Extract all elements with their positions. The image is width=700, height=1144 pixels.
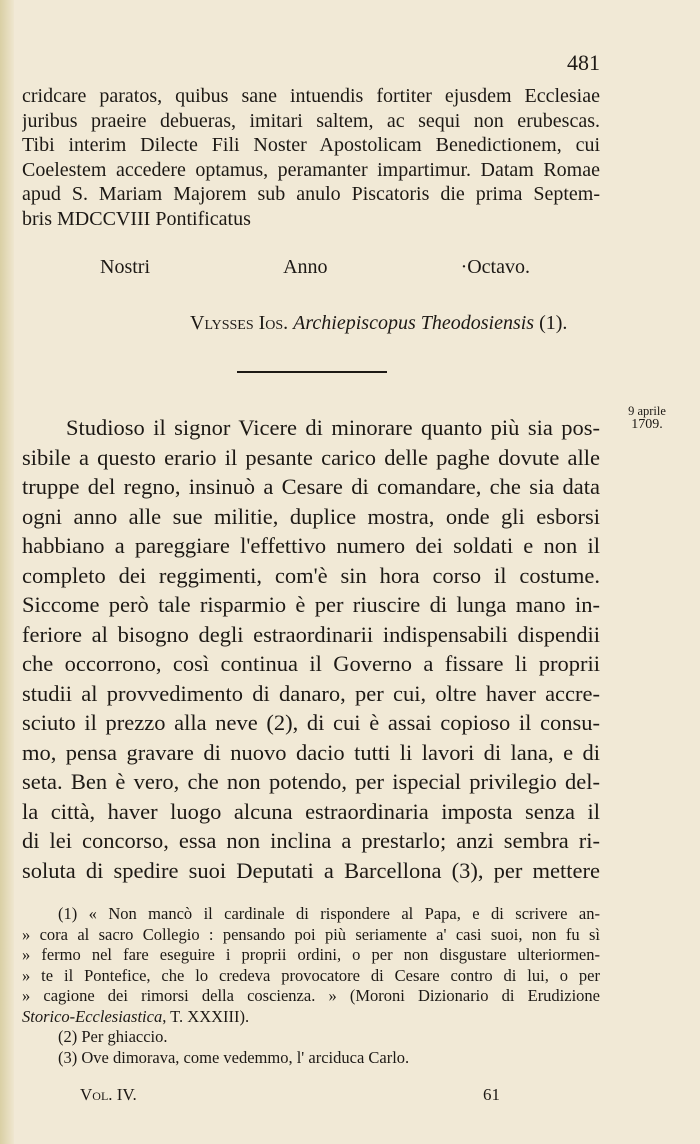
footnote-line: (1) « Non mancò il cardinale di rispondere al Papa, e di scrivere an- xyxy=(58,904,600,923)
signatory-title: Archiepiscopus Theodosiensis xyxy=(293,312,535,334)
text-line: seta. Ben è vero, che non potendo, per ispecial privilegio del- xyxy=(22,769,600,794)
signature-mark: 61 xyxy=(483,1085,500,1104)
footnote-line: » cora al sacro Collegio : pensando poi più seriamente a' casi suoi, non fu sì xyxy=(22,924,600,944)
footnote-line: » cagione dei rimorsi della coscienza. » (Moroni Dizionario di Erudizione xyxy=(22,986,600,1005)
section-divider xyxy=(237,371,387,373)
text-line: la città, haver luogo alcuna estraordinaria imposta senza il xyxy=(22,798,600,824)
text-line: studii al provvedimento di danaro, per cui, oltre haver accre- xyxy=(22,680,600,706)
footnotes xyxy=(22,904,600,1068)
text-line: Coelestem accedere optamus, peramanter impartimur. Datam Romae xyxy=(22,158,600,181)
text-line: che occorrono, così continua il Governo a fissare li proprii xyxy=(22,651,600,676)
footnote-source-title: Storico-Ecclesiastica xyxy=(22,1006,163,1026)
footnote-line xyxy=(22,1007,600,1028)
pontificate-year-row xyxy=(100,256,530,279)
page-edge xyxy=(0,0,14,1144)
text-line: habbiano a pareggiare l'effettivo numero dei soldati e non il xyxy=(22,533,600,558)
text-line: sibile a questo erario il pesante carico delle paghe dovute alle xyxy=(22,444,600,470)
text-line: feriore al bisogno degli estraordinarii indispensabili dispendii xyxy=(22,621,600,647)
page-footer xyxy=(80,1085,500,1105)
text-line: juribus praeire debueras, imitari saltem, ac sequi non erubescas. xyxy=(22,109,600,132)
text-line: apud S. Mariam Majorem sub anulo Piscatoris die prima Septem- xyxy=(22,183,600,206)
text-line: completo dei reggimenti, com'è sin hora corso il costume. xyxy=(22,562,600,588)
footnote-3: (3) Ove dimorava, come vedemmo, l' arciduca Carlo. xyxy=(58,1047,410,1067)
signatory-name: Vlysses Ios. xyxy=(190,312,289,334)
footnote-line: » te il Pontefice, che lo credeva provocatore di Cesare contro di lui, o per xyxy=(22,965,600,985)
text-line: ogni anno alle sue militie, duplice mostra, onde gli esborsi xyxy=(22,503,600,529)
text-line: cridcare paratos, quibus sane intuendis fortiter ejusdem Ecclesiae xyxy=(22,85,600,107)
text-line: bris MDCCVIII Pontificatus xyxy=(22,207,251,230)
footnote-source-volume: , T. XXXIII). xyxy=(162,1006,250,1026)
text-line: Siccome però tale risparmio è per riuscire di lunga mano in- xyxy=(22,592,600,617)
text-line: mo, pensa gravare di nuovo dacio tutti li lavori di lana, e di xyxy=(22,739,600,765)
pontificate-word: Nostri xyxy=(100,256,150,278)
main-paragraph xyxy=(22,413,600,885)
footnote-ref: (1). xyxy=(539,312,568,334)
text-line: Studioso il signor Vicere di minorare quanto più sia pos- xyxy=(66,415,600,440)
text-line: soluta di spedire suoi Deputati a Barcellona (3), per mettere xyxy=(22,857,600,883)
text-line: di lei concorso, essa non inclina a prestarlo; anzi sembra ri- xyxy=(22,828,600,853)
signatory xyxy=(190,312,567,335)
pontificate-word: ·Octavo. xyxy=(460,256,530,278)
footnote-line: » fermo nel fare eseguire i proprii ordini, o per non disgustare ulteriormen- xyxy=(22,945,600,964)
margin-date-day: 9 aprile xyxy=(628,404,666,418)
text-line: truppe del regno, insinuò a Cesare di comandare, che sia data xyxy=(22,474,600,499)
text-line: Tibi interim Dilecte Fili Noster Apostolicam Benedictionem, cui xyxy=(22,134,600,157)
margin-date-year: 1709. xyxy=(631,417,663,432)
text-line: sciuto il prezzo alla neve (2), di cui è assai copioso il consu- xyxy=(22,710,600,735)
footnote-2: (2) Per ghiaccio. xyxy=(58,1027,168,1046)
pontificate-word: Anno xyxy=(283,256,328,278)
letter-text-continuation xyxy=(22,84,600,232)
margin-date xyxy=(612,405,682,431)
page-number: 481 xyxy=(567,50,600,75)
volume-label: Vol. IV. xyxy=(80,1085,137,1104)
